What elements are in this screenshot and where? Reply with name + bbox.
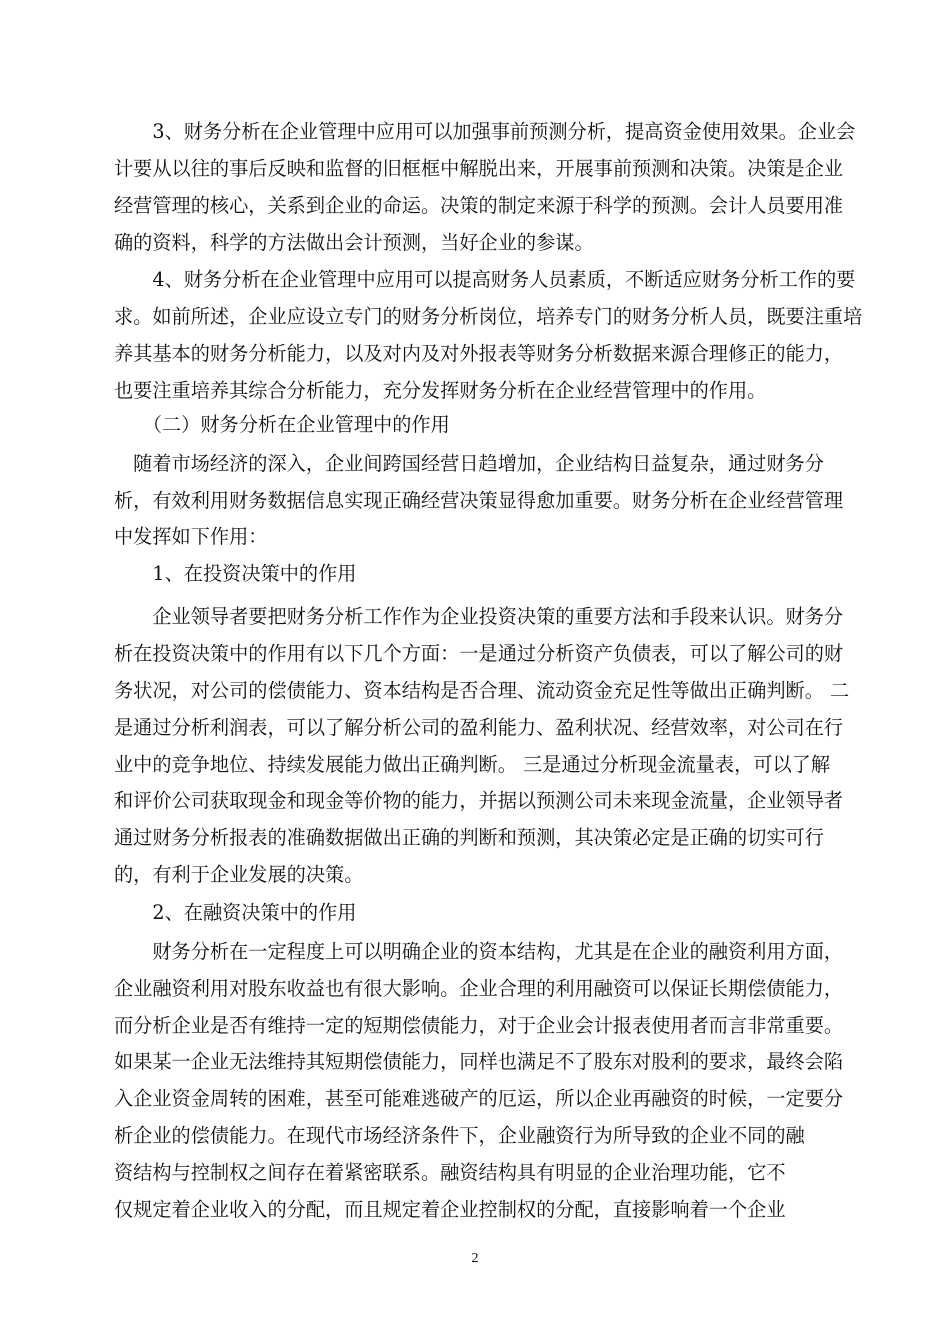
subsection-heading: 2、在融资决策中的作用 — [114, 901, 357, 924]
paragraph-line: 随着市场经济的深入，企业间跨国经营日趋增加，企业结构日益复杂，通过财务分 — [114, 452, 824, 475]
paragraph-line: 析企业的偿债能力。在现代市场经济条件下，企业融资行为所导致的企业不同的融 — [114, 1124, 805, 1147]
paragraph-line: 也要注重培养其综合分析能力，充分发挥财务分析在企业经营管理中的作用。 — [114, 379, 767, 402]
paragraph-line: 企业领导者要把财务分析工作作为企业投资决策的重要方法和手段来认识。财务分 — [114, 605, 844, 628]
paragraph-line: 养其基本的财务分析能力，以及对内及对外报表等财务分析数据来源合理修正的能力， — [114, 342, 844, 365]
paragraph-line: 入企业资金周转的困难，甚至可能难逃破产的厄运，所以企业再融资的时候，一定要分 — [114, 1087, 844, 1110]
section-heading: （二）财务分析在企业管理中的作用 — [114, 413, 450, 436]
page-number: 2 — [471, 1251, 479, 1266]
paragraph-line: 资结构与控制权之间存在着紧密联系。融资结构具有明显的企业治理功能，它不 — [114, 1161, 786, 1184]
subsection-heading: 1、在投资决策中的作用 — [114, 562, 357, 585]
paragraph-line: 和评价公司获取现金和现金等价物的能力，并据以预测公司未来现金流量，企业领导者 — [114, 789, 844, 812]
paragraph-line: 而分析企业是否有维持一定的短期偿债能力，对于企业会计报表使用者而言非常重要。 — [114, 1014, 844, 1037]
paragraph-line: 3、财务分析在企业管理中应用可以加强事前预测分析，提高资金使用效果。企业会 — [114, 120, 856, 143]
paragraph-line: 是通过分析利润表，可以了解分析公司的盈利能力、盈利状况、经营效率，对公司在行 — [114, 716, 844, 739]
paragraph-line: 经营管理的核心，关系到企业的命运。决策的制定来源于科学的预测。会计人员要用准 — [114, 194, 844, 217]
paragraph-line: 析在投资决策中的作用有以下几个方面：一是通过分析资产负债表，可以了解公司的财 — [114, 642, 844, 665]
paragraph-line: 求。如前所述，企业应设立专门的财务分析岗位，培养专门的财务分析人员，既要注重培 — [114, 305, 863, 328]
paragraph-line: 务状况，对公司的偿债能力、资本结构是否合理、流动资金充足性等做出正确判断。 二 — [114, 679, 850, 702]
paragraph-line: 的，有利于企业发展的决策。 — [114, 863, 364, 886]
paragraph-line: 财务分析在一定程度上可以明确企业的资本结构，尤其是在企业的融资利用方面， — [114, 940, 844, 963]
paragraph-line: 确的资料，科学的方法做出会计预测，当好企业的参谋。 — [114, 231, 594, 254]
paragraph-line: 析，有效利用财务数据信息实现正确经营决策显得愈加重要。财务分析在企业经营管理 — [114, 489, 844, 512]
paragraph-line: 4、财务分析在企业管理中应用可以提高财务人员素质，不断适应财务分析工作的要 — [114, 268, 856, 291]
paragraph-line: 仅规定着企业收入的分配，而且规定着企业控制权的分配，直接影响着一个企业 — [114, 1198, 786, 1221]
paragraph-line: 业中的竞争地位、持续发展能力做出正确判断。 三是通过分析现金流量表，可以了解 — [114, 753, 831, 776]
paragraph-line: 如果某一企业无法维持其短期偿债能力，同样也满足不了股东对股利的要求，最终会陷 — [114, 1050, 844, 1073]
paragraph-line: 企业融资利用对股东收益也有很大影响。企业合理的利用融资可以保证长期偿债能力， — [114, 977, 844, 1000]
paragraph-line: 中发挥如下作用： — [114, 525, 268, 548]
paragraph-line: 通过财务分析报表的准确数据做出正确的判断和预测，其决策必定是正确的切实可行 — [114, 826, 824, 849]
paragraph-line: 计要从以往的事后反映和监督的旧框框中解脱出来，开展事前预测和决策。决策是企业 — [114, 157, 844, 180]
